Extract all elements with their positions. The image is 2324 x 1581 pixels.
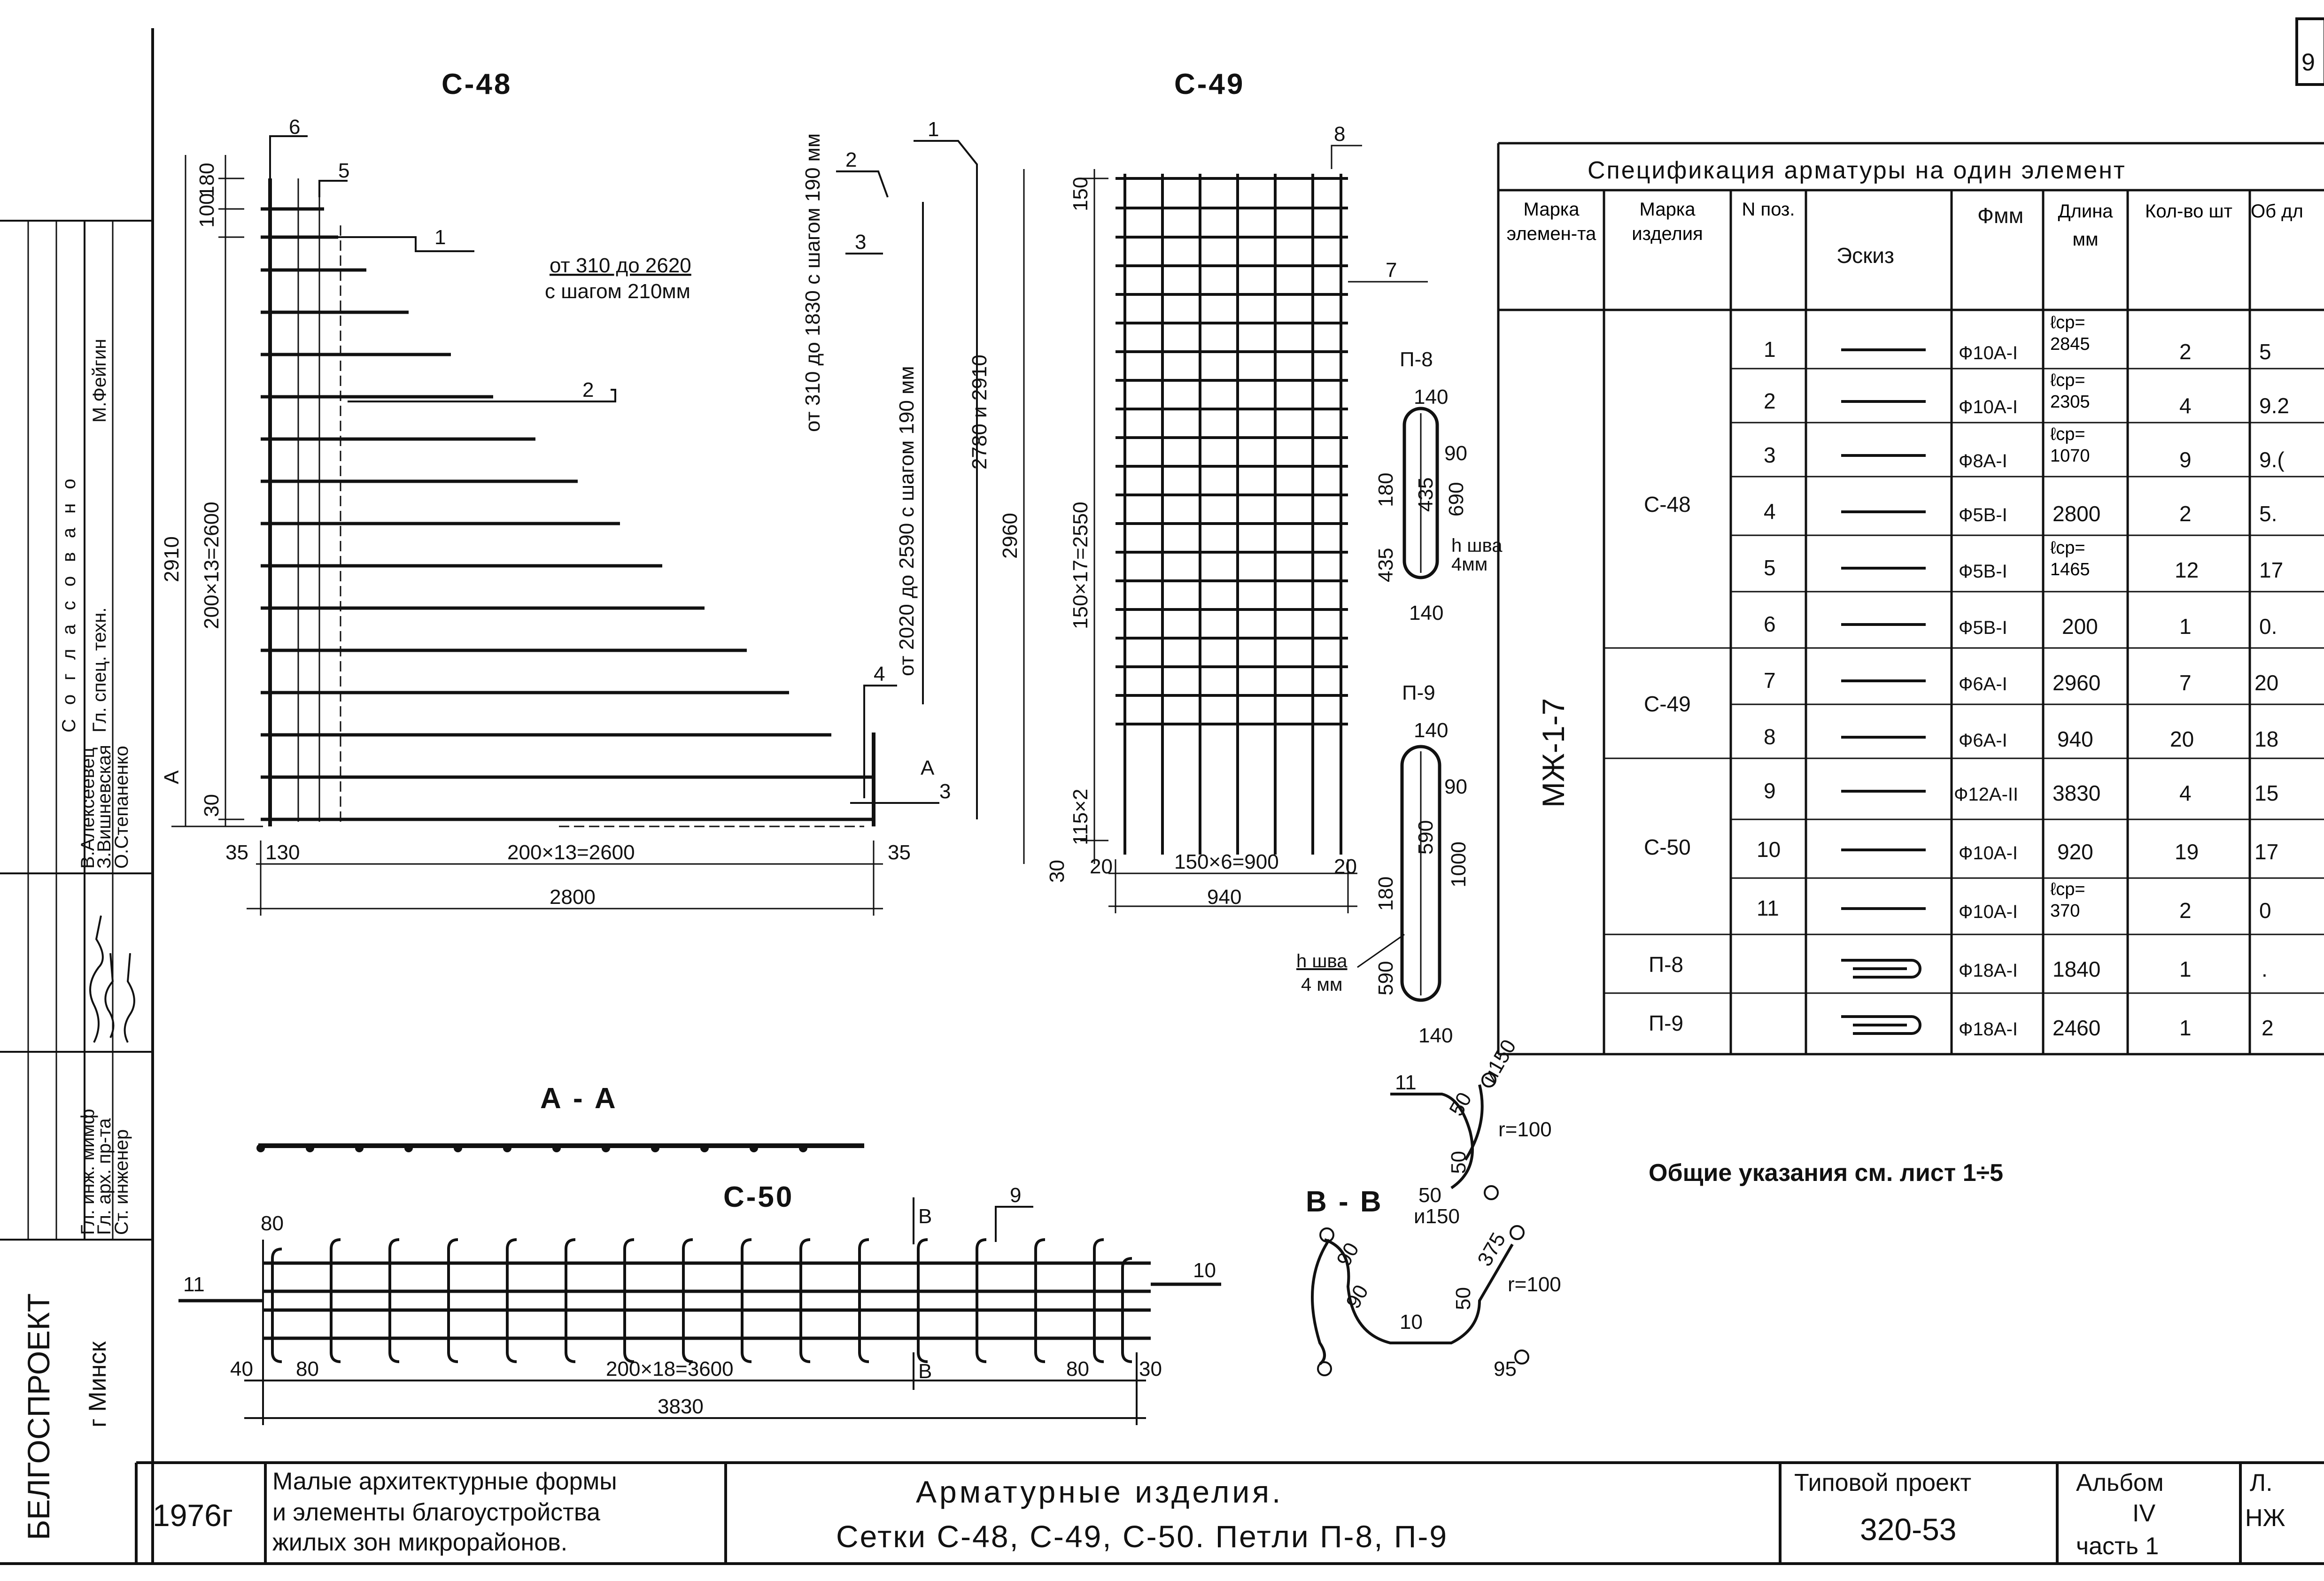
loop-p9 [1296,681,1470,1047]
bar-note-pos2: 2 [845,148,857,171]
spec-row-pos: 8 [1764,725,1776,749]
loop-sketch-icon [1841,960,1920,977]
spec-row-total: 9.( [2259,447,2285,472]
spec-row-total: 2 [2262,1016,2274,1040]
spec-row-total: 0. [2259,614,2278,639]
spec-row-pos: 1 [1764,337,1776,362]
c49-dim-bottom-edge: 30 [1046,860,1069,883]
p9-d-top: 140 [1414,719,1449,742]
stamp-name-2: З.Вишневская [94,745,115,869]
bar-note-1: 2780 и 2910 [968,355,991,470]
spec-element: МЖ-1-7 [1536,698,1571,808]
spec-row-pos: 11 [1757,896,1779,920]
spec-row-total: 5. [2259,501,2278,526]
c49-dim-right: 20 [1334,855,1357,878]
spec-row-dia: Ф5В-I [1959,617,2007,638]
bend-d-50c: 50 [1418,1184,1441,1207]
c48-pos-5: 5 [338,159,350,182]
p8-d-690: 690 [1445,482,1468,517]
c48-note-line1: от 310 до 2620 [550,254,691,277]
c48-dim-left: 35 [225,841,248,864]
page-corner-number: 9 [2301,49,2315,76]
c50-title: С-50 [723,1181,794,1213]
p9-weld2: 4 мм [1301,974,1343,995]
spec-row-dia: Ф5В-I [1959,561,2007,582]
loop-p8 [1374,348,1503,625]
c50-dim-left: 40 [230,1357,253,1380]
spec-header-sketch: Эскиз [1836,243,1894,268]
grid-c48 [160,68,951,916]
c48-pos-1: 1 [434,226,446,249]
bend-d-50a: 50 [1445,1088,1477,1120]
c48-dim-width: 200×13=2600 [507,841,635,864]
bend-pos11 [1390,1036,1552,1228]
p8-d-435b: 435 [1374,548,1397,582]
c50-section-mark-top: В [918,1205,932,1228]
bb-d-90a: 90 [1332,1239,1364,1270]
spec-row-len: 1840 [2053,957,2101,981]
p8-d-top: 140 [1414,386,1449,409]
c48-dim-total-width: 2800 [550,886,596,909]
stamp-org: БЕЛГОСПРОЕКТ [21,1293,56,1540]
grid-c50 [178,1181,1221,1425]
spec-row-qty: 7 [2179,671,2192,695]
section-bb-title: В - В [1306,1186,1383,1218]
left-stamp [0,221,153,1540]
spec-row-dia: Ф10А-I [1959,397,2018,417]
spec-row-pos: 10 [1757,837,1781,862]
spec-row-qty: 9 [2179,447,2192,472]
p8-d-bottom: 140 [1409,602,1444,625]
spec-row-len: 2960 [2053,671,2101,695]
stamp-agreed: Согласовано [59,464,79,733]
bb-d-r: r=100 [1508,1273,1561,1296]
spec-row-qty: 1 [2179,614,2192,639]
stamp-agreed-name: М.Фейгин [89,339,110,423]
spec-row-dia: Ф6А-I [1959,674,2007,694]
p8-weld2: 4мм [1451,554,1488,575]
bar-note-3: от 2020 до 2590 с шагом 190 мм [895,366,918,676]
spec-header-total: Об дл [2251,201,2303,222]
c48-pos-3: 3 [939,780,951,803]
spec-row-total: 9.2 [2259,393,2289,418]
spec-row-total: 18 [2254,727,2279,751]
p9-d-180: 180 [1374,876,1397,911]
spec-rows-c49 [1764,668,2278,751]
spec-row-pos: 3 [1764,443,1776,467]
grid-c49 [999,68,1428,913]
spec-row-total: 17 [2259,558,2284,582]
spec-group-p9: П-9 [1649,1011,1683,1035]
c49-dim-bottom: 115×2 [1069,788,1092,845]
stamp-role-2: Гл. арх. пр-та [94,1118,115,1235]
bar-notes [801,118,991,819]
spec-row-len: ℓср= 1465 [2050,538,2090,579]
tb-desc-1: Малые архитектурные формы [272,1468,617,1495]
spec-rows-loops [1841,957,2274,1040]
spec-rows-c50 [1757,779,2278,933]
c49-dim-width: 150×6=900 [1174,850,1279,873]
c49-mesh [1116,174,1348,855]
loop-sketch-icon [1841,1017,1920,1033]
spec-row-dia: Ф18А-I [1959,1019,2018,1040]
spec-row-len: 3830 [2053,781,2101,805]
p9-d-1000: 1000 [1447,841,1470,887]
c50-dim-80b: 80 [296,1357,319,1380]
spec-row-qty: 4 [2179,781,2192,805]
spec-row-len: ℓср= 370 [2050,879,2085,921]
tb-project-no: 320-53 [1860,1512,1957,1547]
tb-album-label: Альбом [2076,1469,2164,1496]
tb-desc-2: и элементы благоустройства [272,1499,600,1526]
spec-header-dia: Фмм [1977,203,2024,228]
spec-row-len: 2800 [2053,501,2101,526]
spec-row-len: 920 [2057,840,2093,864]
c48-section-mark-left: А [160,770,183,784]
tb-sheet-label: Л. [2250,1469,2273,1496]
spec-group-c48: С-48 [1644,492,1691,517]
p8-weld: h шва [1451,535,1503,556]
spec-row-qty: 20 [2170,727,2194,751]
c50-dim-mid: 200×18=3600 [606,1357,734,1380]
c50-dim-80: 80 [261,1212,284,1235]
c49-dim-top: 150 [1069,177,1092,211]
c49-title: С-49 [1174,68,1245,100]
title-block [136,1463,2324,1564]
spec-row-dia: Ф10А-I [1959,902,2018,922]
p8-title: П-8 [1400,348,1433,371]
section-aa-title: А - А [540,1082,618,1115]
spec-row-dia: Ф12А-II [1954,784,2019,805]
spec-row-pos: 2 [1764,389,1776,413]
stamp-role-1: Гл. инж. мимф [77,1109,98,1235]
bar-note-pos1: 1 [928,118,939,141]
spec-row-len: 2460 [2053,1016,2101,1040]
bb-label-10: 10 [1400,1311,1423,1334]
spec-row-dia: Ф6А-I [1959,730,2007,751]
tb-name-2: Сетки С-48, С-49, С-50. Петли П-8, П-9 [836,1519,1449,1554]
section-aa [256,1082,864,1152]
spec-row-qty: 2 [2179,501,2192,526]
spec-row-total: 20 [2254,671,2279,695]
c50-pos-9: 9 [1010,1184,1022,1207]
spec-row-qty: 2 [2179,339,2192,364]
spec-row-pos: 9 [1764,779,1776,803]
spec-row-qty: 4 [2179,393,2192,418]
bend-d-150a: и150 [1478,1035,1521,1087]
spec-row-total: 17 [2254,840,2279,864]
bb-d-95: 95 [1494,1357,1517,1380]
spec-row-pos: 4 [1764,499,1776,524]
spec-group-p8: П-8 [1649,952,1683,977]
bar-note-pos3: 3 [855,231,867,254]
c49-dim-height: 150×17=2550 [1069,501,1092,629]
p8-d-435: 435 [1414,477,1437,512]
spec-row-qty: 1 [2179,957,2192,981]
c49-pos-7: 7 [1386,259,1397,282]
c48-section-mark-right: А [921,756,935,779]
bar-note-2: от 310 до 1830 с шагом 190 мм [801,133,824,432]
c50-dim-80r: 80 [1066,1357,1089,1380]
general-note: Общие указания см. лист 1÷5 [1649,1159,2004,1187]
spec-row-qty: 1 [2179,1016,2192,1040]
bend-d-50b: 50 [1447,1151,1470,1174]
spec-table [1498,143,2324,1054]
c48-dim-right: 35 [888,841,911,864]
stamp-role-3: Ст. инженер [111,1129,132,1235]
c48-dim-top1: 100 [195,193,218,228]
tb-project-label: Типовой проект [1794,1469,1972,1496]
spec-row-dia: Ф10А-I [1959,343,2018,363]
signature-3 [125,953,134,1042]
spec-header-qty: Кол-во шт [2145,201,2232,222]
p9-d-bottom: 140 [1418,1024,1453,1047]
c50-dim-right: 30 [1139,1357,1162,1380]
c50-pos-10: 10 [1193,1259,1216,1282]
spec-row-len: ℓср= 2845 [2050,313,2090,354]
c48-pos-6: 6 [289,116,301,139]
stamp-city: г Минск [84,1341,111,1427]
spec-group-c49: С-49 [1644,692,1691,716]
spec-row-qty: 12 [2175,558,2199,582]
spec-row-len: 200 [2062,614,2098,639]
spec-row-dia: Ф8А-I [1959,451,2007,471]
c49-pos-8: 8 [1334,123,1346,146]
c49-dim-total-width: 940 [1207,886,1242,909]
c50-section-mark-bottom: В [918,1360,932,1383]
tb-sheet-code: НЖ [2245,1504,2285,1532]
c48-pos-2: 2 [582,378,594,401]
spec-header-product: Марка изделия [1632,199,1703,244]
c48-leaders [270,136,939,803]
stamp-name-3: О.Степаненко [111,746,132,869]
p8-d-180: 180 [1374,472,1397,507]
p8-d-90: 90 [1444,442,1467,465]
bend-d-150b: и150 [1414,1205,1460,1228]
c48-note-line2: с шагом 210мм [545,280,690,303]
p9-title: П-9 [1402,681,1435,704]
c50-dim-total: 3830 [658,1395,704,1418]
tb-desc-3: жилых зон микрорайонов. [272,1529,568,1556]
bb-d-50: 50 [1452,1287,1475,1310]
spec-header-pos: N поз. [1742,199,1795,220]
spec-row-pos: 6 [1764,612,1776,636]
spec-title: Спецификация арматуры на один элемент [1588,157,2126,184]
tb-year: 1976г [153,1498,233,1533]
c49-dim-left: 20 [1090,855,1113,878]
c48-dim-step: 130 [265,841,300,864]
p9-d-590: 590 [1414,820,1437,855]
c48-dim-total-height: 2910 [160,536,183,582]
spec-row-len: 940 [2057,727,2093,751]
bend-pos-11: 11 [1395,1071,1417,1094]
spec-row-total: 15 [2254,781,2279,805]
c48-dim-top2: 180 [195,162,218,197]
spec-row-pos: 7 [1764,668,1776,693]
stamp-name-1: В.Алексеевец [77,747,98,869]
c50-pos-11: 11 [183,1273,205,1296]
p9-d-590b: 590 [1374,961,1397,995]
c48-dim-bottom-edge: 30 [200,794,223,817]
spec-row-dia: Ф5В-I [1959,505,2007,525]
c49-dim-total: 2960 [999,513,1022,559]
bend-d-r: r=100 [1498,1118,1552,1141]
spec-header-length: Длина мм [2058,201,2113,250]
spec-row-dia: Ф18А-I [1959,960,2018,981]
c48-pos-4: 4 [874,663,885,686]
c48-title: С-48 [442,68,512,100]
tb-album-no: IV [2132,1500,2156,1527]
spec-row-qty: 2 [2179,898,2192,923]
spec-row-len: ℓср= 2305 [2050,370,2090,412]
spec-row-len: ℓср= 1070 [2050,424,2090,466]
spec-group-c50: С-50 [1644,835,1691,859]
spec-row-total: 5 [2259,339,2271,364]
signature-1 [90,916,103,1042]
tb-part: часть 1 [2076,1533,2159,1560]
spec-header-element: Марка элемен-та [1506,199,1596,244]
spec-row-pos: 5 [1764,555,1776,580]
p9-d-90: 90 [1444,775,1467,798]
spec-row-dia: Ф10А-I [1959,843,2018,864]
stamp-agreed-role: Гл. спец. техн. [89,607,110,733]
spec-row-total: 0 [2259,898,2271,923]
tb-name-1: Арматурные изделия. [916,1474,1284,1509]
spec-row-total: . [2262,957,2268,981]
bb-d-90b: 90 [1341,1281,1373,1312]
p9-weld: h шва [1296,951,1348,972]
bb-d-375: 375 [1473,1228,1511,1270]
spec-rows-c48 [1764,312,2289,639]
spec-row-qty: 19 [2175,840,2199,864]
c48-dim-height: 200×13=2600 [200,501,223,629]
